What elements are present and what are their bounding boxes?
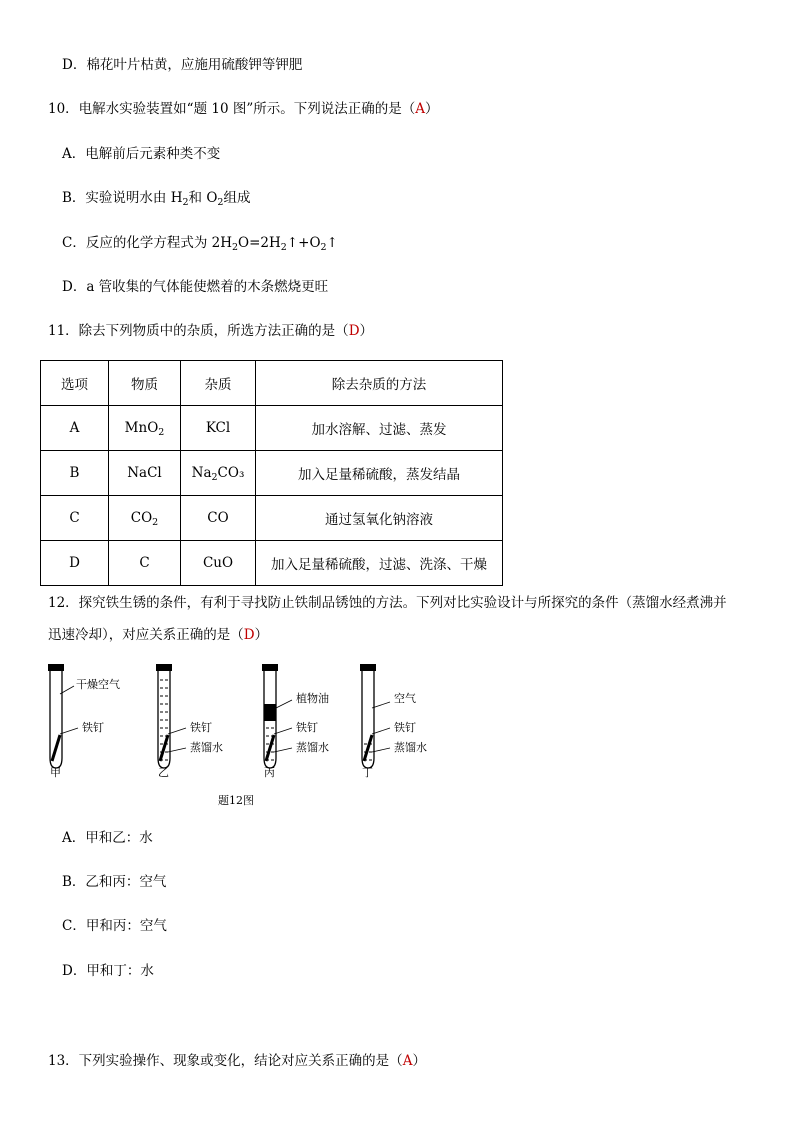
cell-substance: $CO_2$ — [109, 496, 181, 541]
tube-label-bing: 丙 — [264, 766, 275, 779]
cell-impurity: KCl — [181, 406, 256, 451]
cell-method: 通过氢氧化钠溶液 — [256, 496, 503, 541]
q12-stem-line2: 迅速冷却），对应关系正确的是（D） — [48, 627, 269, 643]
label-water-1: 蒸馏水 — [190, 741, 223, 754]
q12-option-c: C．甲和丙：空气 — [62, 918, 167, 934]
q12-figure — [40, 660, 460, 789]
table-row — [41, 406, 503, 451]
label-water-2: 蒸馏水 — [296, 741, 329, 754]
label-water-3: 蒸馏水 — [394, 741, 427, 754]
th-method: 除去杂质的方法 — [256, 361, 503, 406]
q12-option-a: A．甲和乙：水 — [62, 830, 153, 846]
th-impurity: 杂质 — [181, 361, 256, 406]
cell-option: C — [41, 496, 109, 541]
label-nail-2: 铁钉 — [190, 721, 212, 734]
q9-option-d: D．棉花叶片枯黄，应施用硫酸钾等钾肥 — [62, 57, 303, 73]
tube-label-ding: 丁 — [362, 766, 373, 779]
q11-stem: 11．除去下列物质中的杂质，所选方法正确的是（D） — [48, 323, 374, 339]
q13-answer: A — [402, 1053, 413, 1069]
q10-option-d: D．a 管收集的气体能使燃着的木条燃烧更旺 — [62, 279, 329, 295]
q11-answer: D — [348, 323, 360, 339]
cell-option: A — [41, 406, 109, 451]
label-air: 空气 — [394, 692, 416, 705]
cell-method: 加入足量稀硫酸，蒸发结晶 — [256, 451, 503, 496]
tube-bing — [262, 664, 329, 779]
label-oil: 植物油 — [296, 692, 329, 705]
label-nail-3: 铁钉 — [296, 721, 318, 734]
q12-stem-line1: 12．探究铁生锈的条件，有利于寻找防止铁制品锈蚀的方法。下列对比实验设计与所探究的条件（蒸馏水经煮沸并 — [48, 595, 727, 611]
q12-option-d: D．甲和丁：水 — [62, 963, 154, 979]
label-dry-air: 干燥空气 — [76, 678, 120, 691]
q12-figure-caption: 题12图 — [218, 794, 254, 807]
cell-method: 加入足量稀硫酸，过滤、洗涤、干燥 — [256, 541, 503, 586]
tube-ding — [360, 664, 427, 779]
table-row — [41, 451, 503, 496]
tube-label-jia: 甲 — [50, 766, 61, 779]
q10-stem: 10．电解水实验装置如“题 10 图”所示。下列说法正确的是（A） — [48, 101, 439, 117]
table-row — [41, 496, 503, 541]
tube-jia — [48, 664, 120, 779]
cell-impurity: CO — [181, 496, 256, 541]
label-nail-1: 铁钉 — [82, 721, 104, 734]
cell-option: D — [41, 541, 109, 586]
q12-answer: D — [243, 627, 255, 643]
cell-substance: NaCl — [109, 451, 181, 496]
tube-yi — [156, 664, 223, 779]
q10-option-b: B．实验说明水由 $H_2$和 $O_2$组成 — [62, 190, 251, 208]
q10-option-a: A．电解前后元素种类不变 — [62, 146, 221, 162]
cell-substance: MnO$_2$ — [109, 406, 181, 451]
table-row — [41, 541, 503, 586]
table-header-row — [41, 361, 503, 406]
th-substance: 物质 — [109, 361, 181, 406]
q12-option-b: B．乙和丙：空气 — [62, 874, 167, 890]
q10-answer: A — [415, 101, 425, 117]
cell-impurity: $Na_2CO_3$ — [181, 451, 256, 496]
q13-stem: 13．下列实验操作、现象或变化，结论对应关系正确的是（A） — [48, 1053, 426, 1069]
cell-method: 加水溶解、过滤、蒸发 — [256, 406, 503, 451]
cell-substance: C — [109, 541, 181, 586]
label-nail-4: 铁钉 — [394, 721, 416, 734]
cell-option: B — [41, 451, 109, 496]
tube-label-yi: 乙 — [158, 766, 169, 779]
q10-option-c: C．反应的化学方程式为 $2H_2O=2H_2↑+O_2↑$ — [62, 235, 338, 253]
q11-table — [40, 360, 503, 586]
cell-impurity: CuO — [181, 541, 256, 586]
th-option: 选项 — [41, 361, 109, 406]
